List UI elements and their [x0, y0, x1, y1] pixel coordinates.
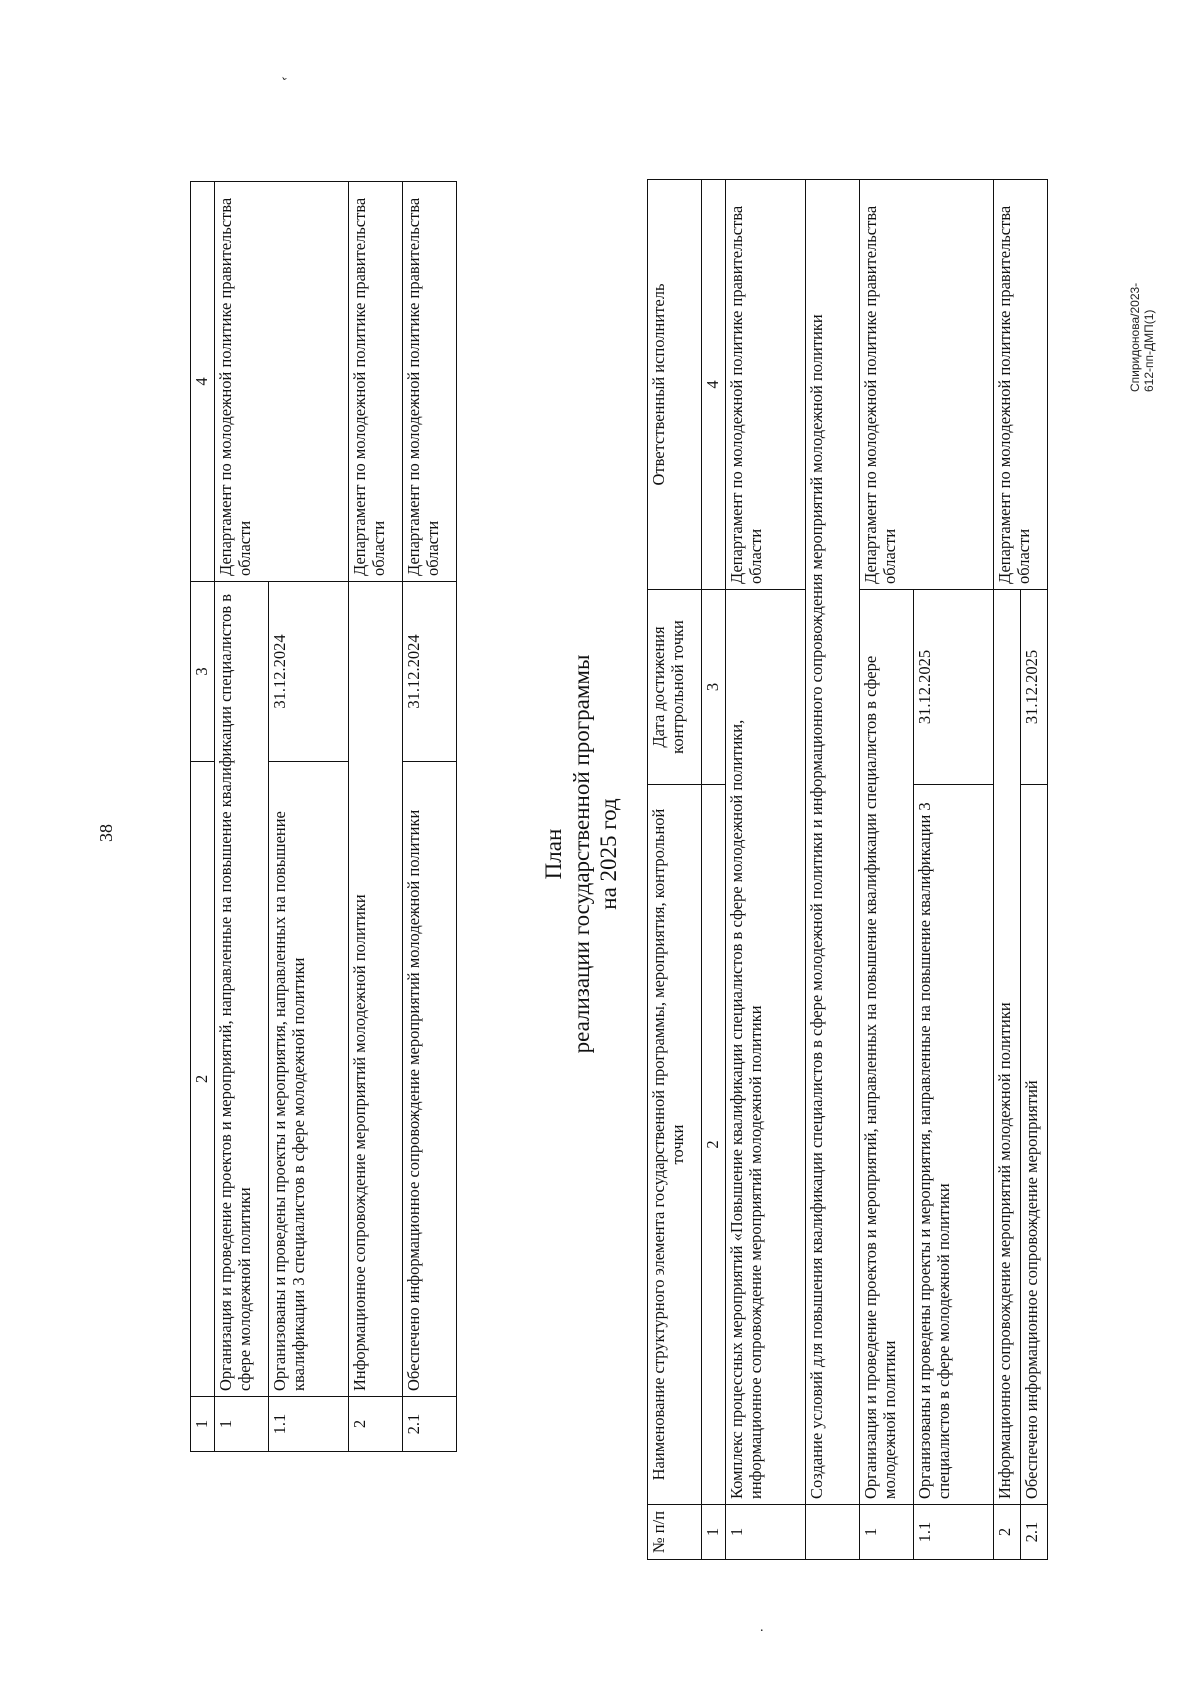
- header-cell: 2: [191, 762, 215, 1397]
- header-cell: 3: [191, 582, 215, 762]
- plan-title-line: на 2025 год: [596, 798, 622, 910]
- header-number-cell: 4: [702, 180, 726, 590]
- header-cell: Наименование структурного элемента государственной программы, мероприятия, контрольной точки: [648, 785, 702, 1505]
- row-number: 1: [215, 1397, 269, 1452]
- row-number: 1: [726, 1505, 806, 1560]
- plan-title-line: План: [541, 828, 566, 880]
- header-number-cell: 1: [702, 1505, 726, 1560]
- row-text: Организация и проведение проектов и мероприятий, направленных на повышение квалификации специалистов в сфере молодежной политики: [860, 590, 914, 1505]
- page-number: 38: [96, 824, 116, 842]
- header-number-cell: 2: [702, 785, 726, 1505]
- task-row-text: Создание условий для повышения квалификации специалистов в сфере молодежной политики и информационного сопровождения мероприятий молодежной политики: [806, 180, 860, 1505]
- table-continuation: [190, 181, 457, 1452]
- row-text: Информационное сопровождение мероприятий молодежной политики: [349, 582, 403, 1397]
- row-number: 2: [994, 1505, 1021, 1560]
- row-number: [806, 1505, 860, 1560]
- row-number: 2: [349, 1397, 403, 1452]
- row-number: 2.1: [1021, 1505, 1048, 1560]
- plan-title-line: реализации государственной программы: [568, 654, 594, 1054]
- header-cell: 1: [191, 1397, 215, 1452]
- row-number: 1: [860, 1505, 914, 1560]
- row-responsible: Департамент по молодежной политике правительства области: [349, 182, 403, 582]
- row-date: 31.12.2025: [914, 590, 994, 785]
- row-responsible: Департамент по молодежной политике правительства области: [215, 182, 349, 582]
- header-cell: № п/п: [648, 1505, 702, 1560]
- header-cell: Ответственный исполнитель: [648, 180, 702, 590]
- row-responsible: Департамент по молодежной политике правительства области: [403, 182, 457, 582]
- document-code: Спиридонова/2023-612-пп-ДМП(1): [1128, 282, 1156, 392]
- row-date: 31.12.2025: [1021, 590, 1048, 785]
- row-number: 1.1: [914, 1505, 994, 1560]
- row-text: Обеспечено информационное сопровождение мероприятий молодежной политики: [403, 762, 457, 1397]
- row-text: Обеспечено информационное сопровождение мероприятий: [1021, 785, 1048, 1505]
- row-responsible: Департамент по молодежной политике правительства области: [860, 180, 994, 590]
- row-text: Организованы и проведены проекты и мероприятия, направленных на повышение квалификации 3 специалистов в сфере молодежной политики: [269, 762, 349, 1397]
- stray-dot: .: [760, 1620, 764, 1635]
- row-number: 2.1: [403, 1397, 457, 1452]
- row-text: Информационное сопровождение мероприятий молодежной политики: [994, 590, 1021, 1505]
- header-cell: Дата достижения контрольной точки: [648, 590, 702, 785]
- row-number: 1.1: [269, 1397, 349, 1452]
- row-text: Организованы и проведены проекты и мероприятия, направленные на повышение квалификации 3 специалистов в сфере молодежной политики: [914, 785, 994, 1505]
- plan-2025-table: [647, 179, 1048, 1560]
- stray-tick-mark: ˇ: [277, 75, 288, 92]
- header-number-cell: 3: [702, 590, 726, 785]
- row-responsible: Департамент по молодежной политике правительства области: [994, 180, 1048, 590]
- row-date: 31.12.2024: [403, 582, 457, 762]
- row-text: Комплекс процессных мероприятий «Повышение квалификации специалистов в сфере молодежной политики, информационное сопровождение мероприятий молодежной политики: [726, 590, 806, 1505]
- header-cell: 4: [191, 182, 215, 582]
- plan-title: [540, 654, 623, 1054]
- row-date: 31.12.2024: [269, 582, 349, 762]
- row-text: Организация и проведение проектов и мероприятий, направленные на повышение квалификации специалистов в сфере молодежной политики: [215, 582, 269, 1397]
- row-responsible: Департамент по молодежной политике правительства области: [726, 180, 806, 590]
